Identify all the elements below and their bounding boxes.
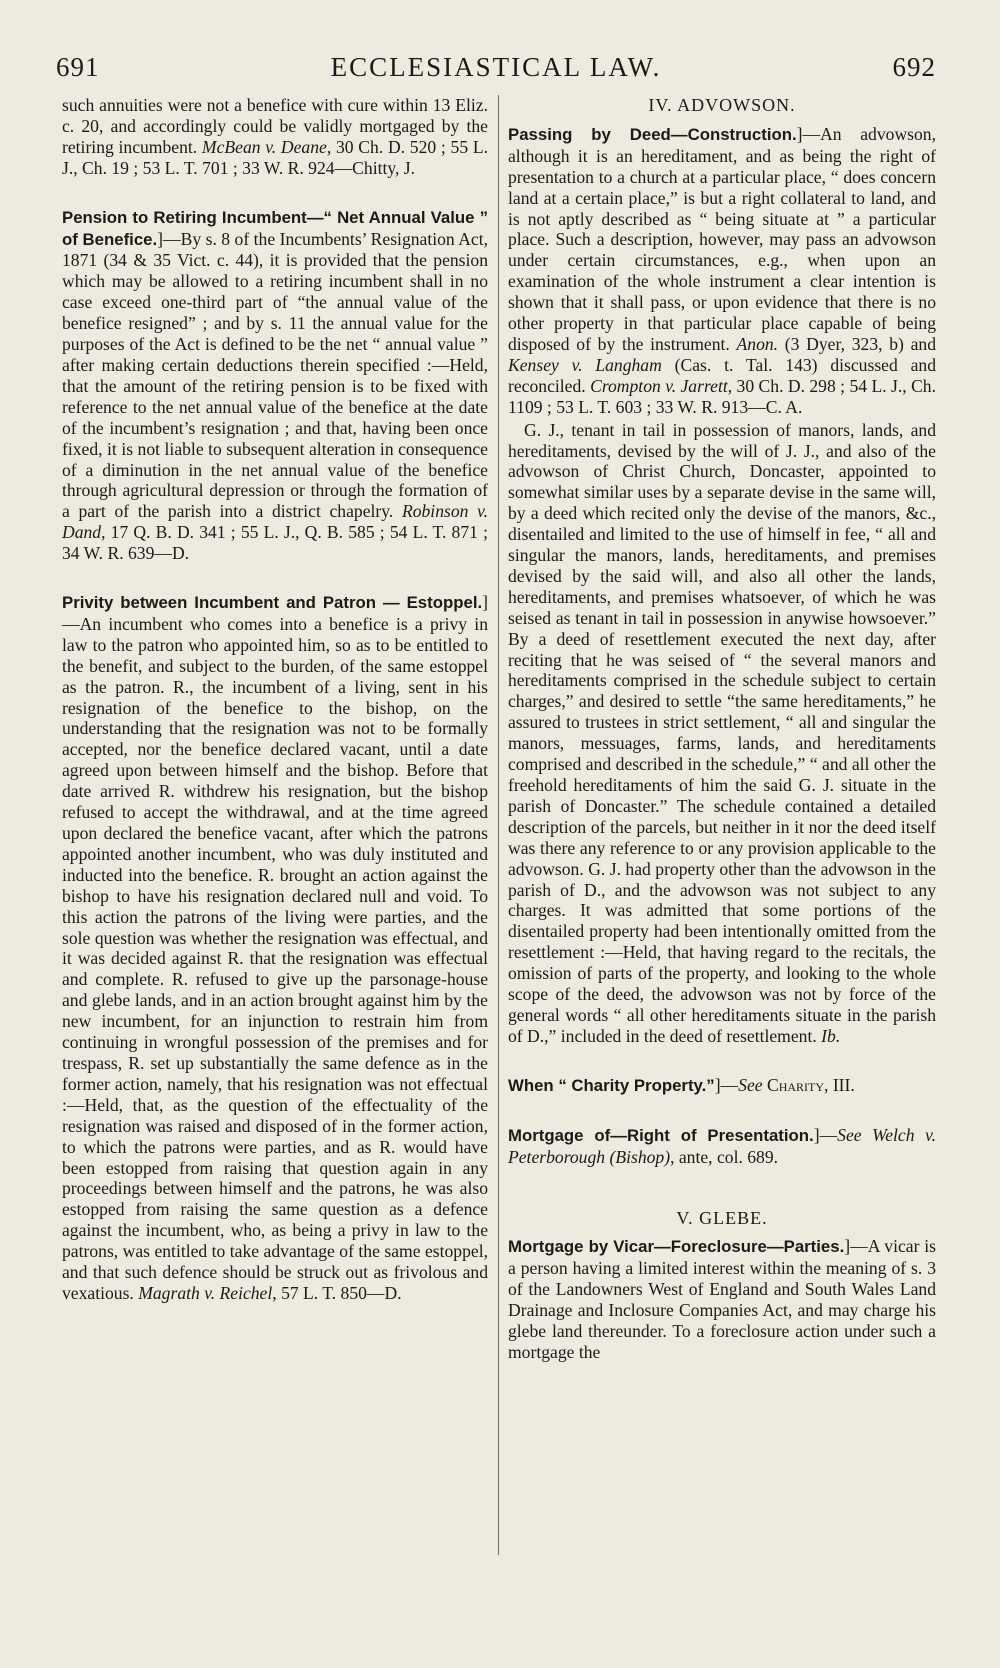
paragraph-tenant-in-tail: G. J., tenant in tail in possession of manors, lands, and hereditaments, devised by the will of J. J., and also of the advowson of Christ Church, Doncaster, appointed to somewhat similar uses by a separate devise in the same will, by a deed which recited only the devise of the manors, &c., disentailed and limited to the use of himself in fee, “ all and singular the manors, lands, hereditaments, and premises devised by the said will, and also all other the lands, hereditaments, and premises whatsoever, of which he was seised as tenant in tail in possession in anywise howsoever.” By a deed of resettlement executed the next day, after reciting that he was seised of “ the several manors and hereditaments comprised in the schedule subject to certain charges,” and desired to settle “the same hereditaments,” he assured to trustees in strict settlement, “ all and singular the manors, messuages, farms, lands, and hereditaments comprised and described in the schedule,” “ and all other the freehold hereditaments of him the said G. J. situate in the parish of Doncaster.” The schedule contained a detailed description of the parcels, but neither in it nor the deed itself was there any reference to or any provision applicable to the advowson. G. J. had property other than the advowson in the parish of D., and the advowson was not subject to any charges. It was admitted that some portions of the disentailed property had been intentionally omitted from the resettlement :—Held, that having regard to the recitals, the omission of parts of the property, and looking to the whole scope of the deed, the advowson was not by force of the general words “ all other hereditaments situate in the parish of D.,” included in the deed of resettlement. Ib. (508, 419, 936, 1046)
paragraph-mortgage-by-vicar: Mortgage by Vicar—Foreclosure—Parties.]—A vicar is a person having a limited interest within the meaning of s. 3 of the Landowners West of England and South Wales Land Drainage and Inclosure Companies Act, and may charge his glebe land thereunder. To a foreclosure action under such a mortgage the (508, 1236, 936, 1362)
paragraph-heading: When “ Charity Property.” (508, 1075, 715, 1095)
paragraph-charity-property: When “ Charity Property.”]—See Charity, III. (508, 1074, 855, 1095)
case-name: Crompton v. Jarrett (590, 375, 728, 396)
paragraph-heading: Pension to Retiring Incumbent—“ Net Annual Value ” of Benefice. (62, 207, 488, 249)
page-header (56, 52, 936, 84)
paragraph-mortgage-of: Mortgage of—Right of Presentation.]—See Welch v. Peterborough (Bishop), ante, col. 689. (508, 1124, 936, 1167)
column-divider (498, 95, 499, 1555)
case-name: Kensey v. Langham (508, 354, 662, 375)
paragraph-heading: Privity between Incumbent and Patron — Estoppel. (62, 593, 483, 613)
left-column (62, 95, 488, 1324)
paragraph-heading: Mortgage by Vicar—Foreclosure—Parties. (508, 1237, 845, 1257)
case-name: Robinson v. Dand (62, 501, 488, 543)
left-column-number: 691 (56, 52, 100, 82)
case-name: Welch v. Peterborough (Bishop) (508, 1124, 936, 1167)
paragraph-heading: Mortgage of—Right of Presentation. (508, 1125, 814, 1145)
right-column-number: 692 (892, 52, 936, 82)
paragraph-pension: Pension to Retiring Incumbent—“ Net Annual Value ” of Benefice.]—By s. 8 of the Incumbents’ Resignation Act, 1871 (34 & 35 Vict. c. 44), it is provided that the pension which may be allowed to a retiring incumbent shall in no case exceed one-third part of “the annual value of the benefice resigned” ; and by s. 11 the annual value for the purposes of the Act is defined to be the net “ annual value ” after making certain deductions therein specified :—Held, that the amount of the retiring pension is to be fixed with reference to the net annual value of the benefice at the date of the incumbent’s resignation ; and that, having been once fixed, it is not liable to subsequent alteration in consequence of a diminution in the net annual value of the benefice through agricultural depression or through the formation of a part of the parish into a district chapelry. Robinson v. Dand, 17 Q. B. D. 341 ; 55 L. J., Q. B. 585 ; 54 L. T. 871 ; 34 W. R. 639—D. (62, 207, 488, 564)
case-name: McBean v. Deane (201, 136, 327, 157)
right-column (508, 95, 936, 1383)
case-name: Magrath v. Reichel (138, 1282, 273, 1303)
paragraph-annuities: such annuities were not a benefice with cure within 13 Eliz. c. 20, and accordingly could be validly mortgaged by the retiring incumbent. McBean v. Deane, 30 Ch. D. 520 ; 55 L. J., Ch. 19 ; 53 L. T. 701 ; 33 W. R. 924—Chitty, J. (62, 95, 488, 178)
section-heading-advowson: IV. ADVOWSON. (648, 95, 796, 115)
section-heading-glebe: V. GLEBE. (676, 1207, 768, 1228)
running-title: ECCLESIASTICAL LAW. (330, 52, 662, 82)
paragraph-passing-by-deed: Passing by Deed—Construction.]—An advowson, although it is an hereditament, and as being the right of presentation to a church at a particular place, “ does concern land at a certain place,” is but a right collateral to land, and is not aptly described as “ being situate at ” a particular place. Such a description, however, may pass an advowson under certain circumstances, e.g., when upon an examination of the whole instrument a clear intention is shown that it shall pass, or upon evidence that there is no other property in that particular place capable of being disposed of by the instrument. Anon. (3 Dyer, 323, b) and Kensey v. Langham (Cas. t. Tal. 143) discussed and reconciled. Crompton v. Jarrett, 30 Ch. D. 298 ; 54 L. J., Ch. 1109 ; 53 L. T. 603 ; 33 W. R. 913—C. A. (508, 123, 936, 417)
paragraph-heading: Passing by Deed—Construction. (508, 124, 797, 144)
paragraph-privity: Privity between Incumbent and Patron — Estoppel.]—An incumbent who comes into a benefice is a privy in law to the patron who appointed him, so as to be entitled to the benefit, and subject to the burden, of the same estoppel as the patron. R., the incumbent of a living, sent in his resignation of the benefice to the bishop, on the understanding that the resignation was not to be formally accepted, nor the benefice declared vacant, until a date agreed upon between himself and the bishop. Before that date arrived R. withdrew his resignation, but the bishop refused to accept the withdrawal, and at the time agreed upon declared the benefice vacant, after which the patrons appointed another incumbent, who was duly instituted and inducted into the benefice. R. brought an action against the bishop to have his resignation declared null and void. To this action the patrons of the living were parties, and the sole question was whether the resignation was effectual, and it was decided against R. that the resignation was effectual and complete. R. refused to give up the parsonage-house and glebe lands, and in an action brought against him by the new incumbent, for an injunction to restrain him from continuing in wrongful possession of the premises and for trespass, R. set up substantially the same defence as in the former action, namely, that his resignation was not effectual :—Held, that, as the question of the effectuality of the resignation was raised and disposed of in the former action, to which the patrons were parties, and as R. would have been estopped from raising that question again in any proceedings between himself and the patrons, he was also estopped from raising the same question as a defence against the incumbent, who, as being a privy in law to the patrons, was entitled to take advantage of the same estoppel, and that such defence should be struck out as frivolous and vexatious. Magrath v. Reichel, 57 L. T. 850—D. (62, 592, 488, 1303)
